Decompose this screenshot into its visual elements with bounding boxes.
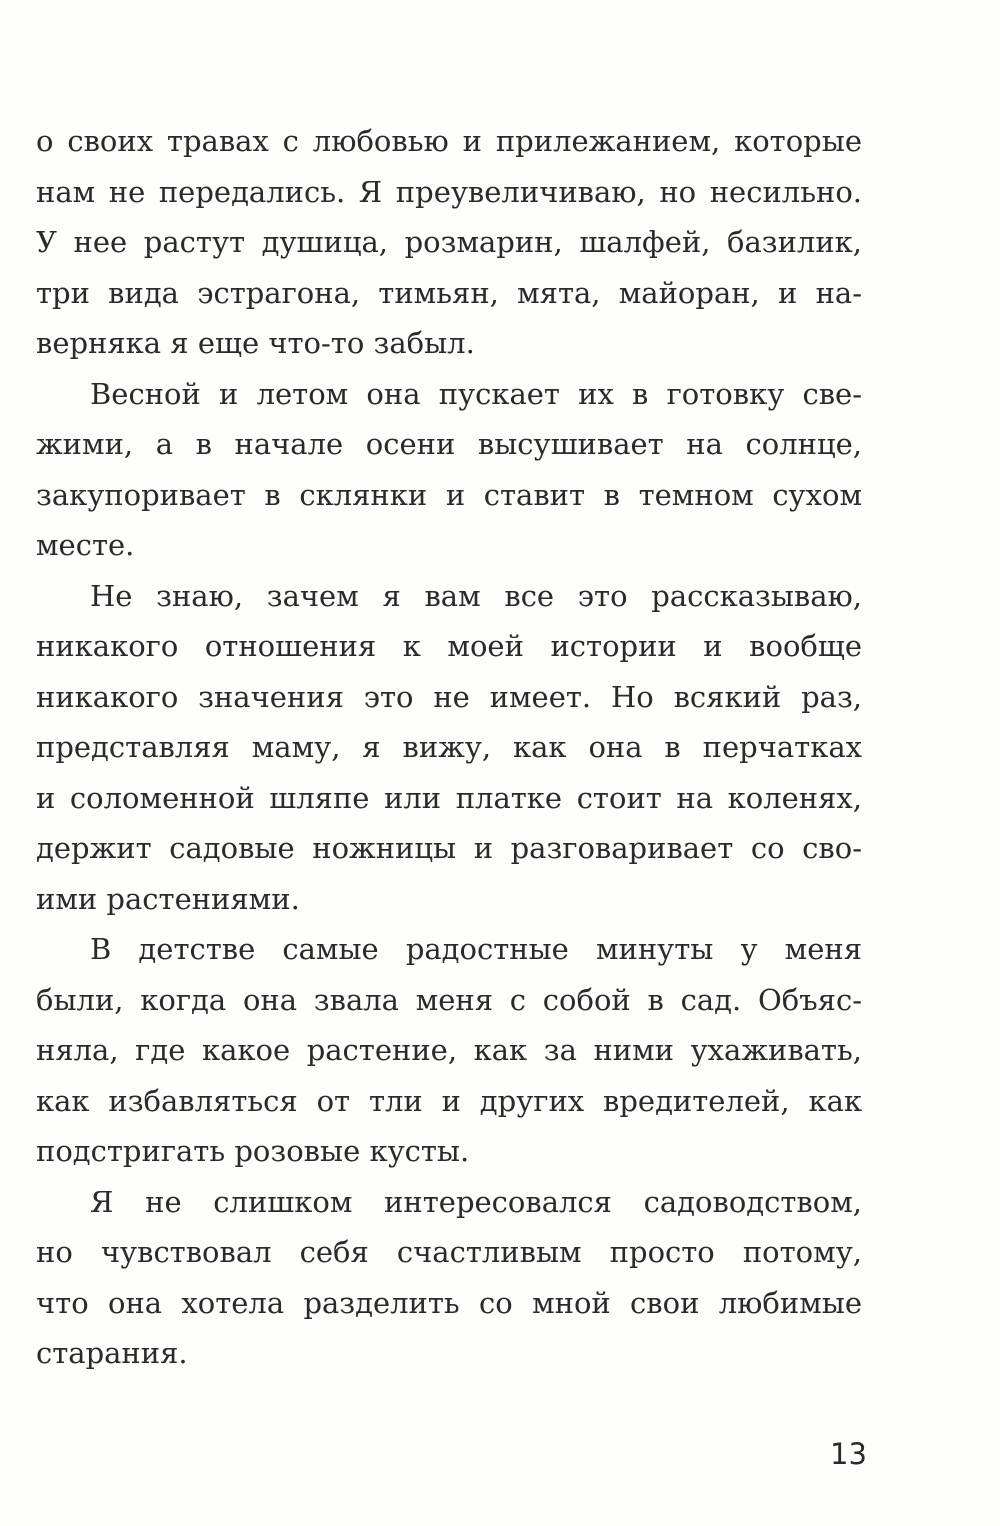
- text-line: нам не передались. Я преувеличиваю, но несильно.: [36, 174, 862, 209]
- text-line: месте.: [36, 528, 135, 562]
- text-line: жими, а в начале осени высушивает на солнце,: [36, 427, 862, 461]
- text-line: но чувствовал себя счастливым просто потому,: [36, 1235, 862, 1269]
- text-line: Не знаю, зачем я вам все это рассказываю,: [90, 578, 862, 613]
- text-line: В детстве самые радостные минуты у меня: [90, 932, 862, 966]
- text-line: закупоривает в склянки и ставит в темном сухом: [36, 477, 862, 512]
- text-line: верняка я еще что-то забыл.: [36, 326, 475, 360]
- text-line: старания.: [36, 1336, 188, 1370]
- text-line: три вида эстрагона, тимьян, мята, майоран, и на-: [36, 275, 862, 310]
- text-line: как избавляться от тли и других вредителей, как: [36, 1083, 862, 1118]
- text-line: представляя маму, я вижу, как она в перчатках: [36, 730, 862, 764]
- text-line: держит садовые ножницы и разговаривает со сво-: [36, 831, 862, 865]
- text-line: Я не слишком интересовался садоводством,: [90, 1184, 862, 1219]
- text-line: ими растениями.: [36, 881, 300, 916]
- page-number: 13: [830, 1437, 867, 1471]
- text-line: о своих травах с любовью и прилежанием, которые: [36, 124, 862, 158]
- text-line: были, когда она звала меня с собой в сад. Объяс-: [36, 982, 862, 1017]
- text-line: никакого отношения к моей истории и вообще: [36, 629, 862, 663]
- text-line: никакого значения это не имеет. Но всякий раз,: [36, 679, 862, 714]
- text-line: и соломенной шляпе или платке стоит на коленях,: [36, 780, 862, 815]
- body-text: [36, 116, 862, 1379]
- text-line: Весной и летом она пускает их в готовку све-: [90, 376, 862, 411]
- text-line: подстригать розовые кусты.: [36, 1134, 470, 1168]
- text-line: что она хотела разделить со мной свои любимые: [36, 1285, 862, 1320]
- text-line: няла, где какое растение, как за ними ухаживать,: [36, 1033, 862, 1067]
- text-line: У нее растут душица, розмарин, шалфей, базилик,: [36, 225, 862, 259]
